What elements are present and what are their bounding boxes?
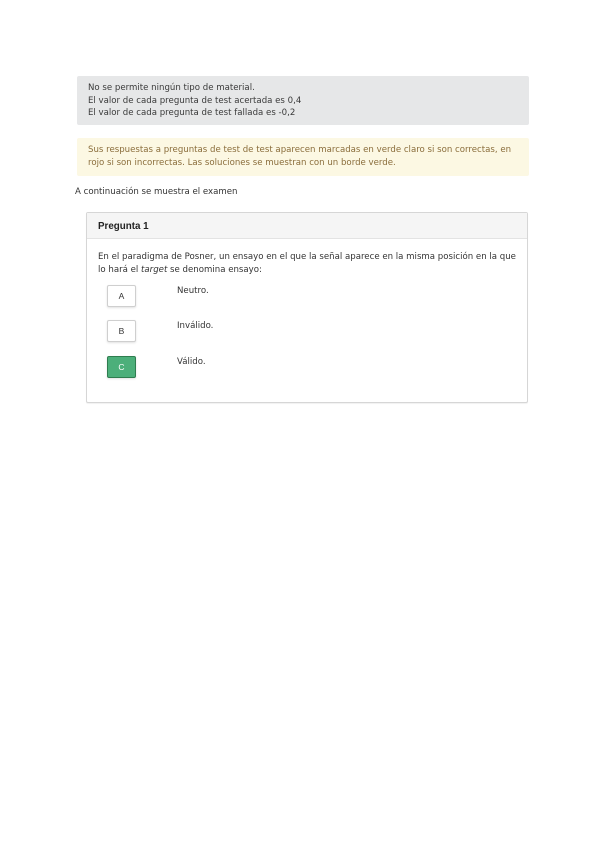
- answers-notice-box: [77, 138, 529, 176]
- question-text-end: se denomina ensayo:: [167, 265, 262, 275]
- option-letter-b[interactable]: B: [107, 320, 136, 342]
- rule-materials: No se permite ningún tipo de material.: [88, 83, 255, 93]
- option-text-b: Inválido.: [177, 321, 214, 331]
- answers-notice-text: Sus respuestas a preguntas de test de test aparecen marcadas en verde claro si son correctas, en rojo si son incorrectas. Las soluciones se muestran con un borde verde.: [88, 145, 512, 168]
- exam-intro-text: A continuación se muestra el examen: [75, 187, 238, 197]
- question-text-italic: target: [141, 265, 168, 275]
- option-letter-a[interactable]: A: [107, 285, 136, 307]
- rule-wrong-value: El valor de cada pregunta de test fallada es -0,2: [88, 108, 296, 119]
- answer-option-b[interactable]: [107, 320, 497, 344]
- option-letter-c-correct[interactable]: C: [107, 356, 136, 378]
- answer-option-a[interactable]: [107, 285, 497, 309]
- rule-correct-value: El valor de cada pregunta de test acertada es 0,4: [88, 95, 302, 106]
- question-card: [86, 212, 528, 403]
- exam-rules-box: [77, 76, 529, 125]
- option-text-a: Neutro.: [177, 286, 209, 296]
- question-text: [98, 251, 518, 277]
- question-title: Pregunta 1: [87, 213, 527, 239]
- question-text-start: En el paradigma de Posner, un ensayo en el que la señal aparece en la misma posición en la que lo hará el: [98, 252, 516, 275]
- answer-option-c[interactable]: [107, 356, 497, 380]
- option-text-c: Válido.: [177, 357, 206, 367]
